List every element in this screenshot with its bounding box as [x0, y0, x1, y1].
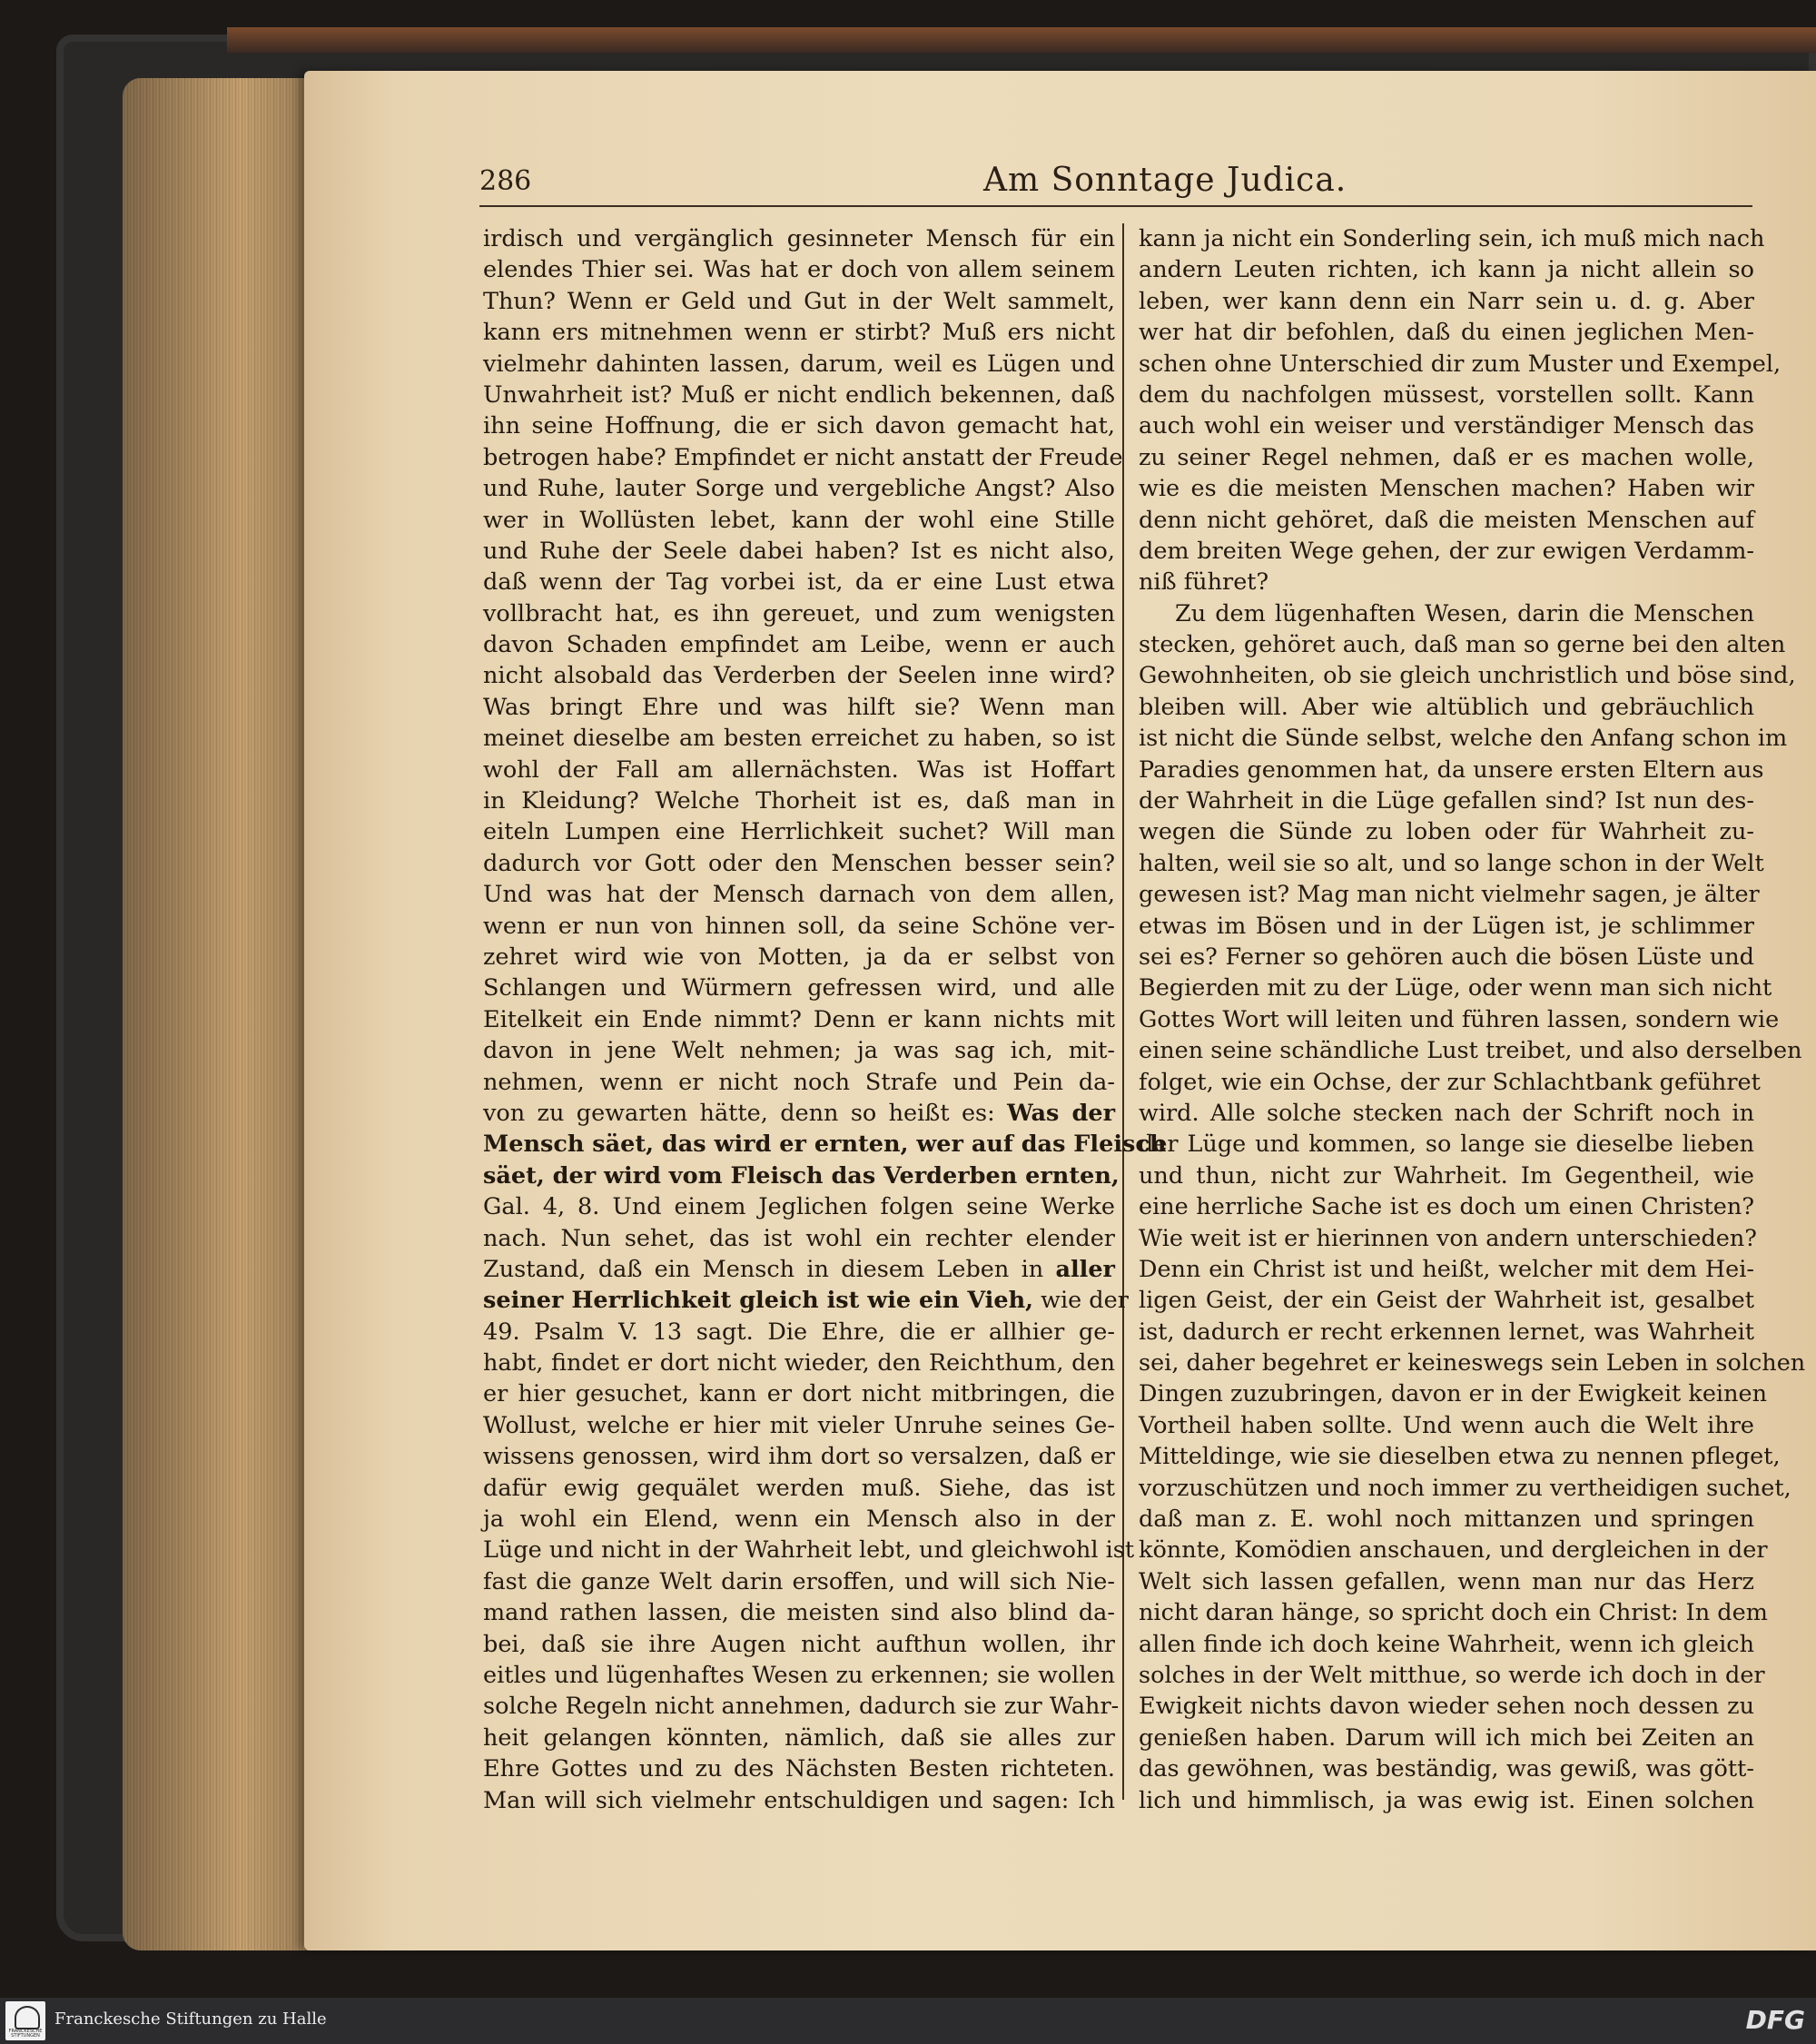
text-line: mand rathen lassen, die meisten sind also blind da- — [483, 1599, 1115, 1627]
text-line: Eitelkeit ein Ende nimmt? Denn er kann nichts mit — [483, 1005, 1115, 1033]
text-line: bleiben will. Aber wie altüblich und gebräuchlich — [1139, 693, 1754, 721]
text-line: davon in jene Welt nehmen; ja was sag ich, mit- — [483, 1037, 1115, 1065]
logo-emblem-icon — [15, 2006, 40, 2029]
text-line: das gewöhnen, was beständig, was gewiß, was gött- — [1139, 1755, 1754, 1783]
text-line: halten, weil sie so alt, und so lange schon in der Welt — [1139, 849, 1764, 877]
text-line: Vortheil haben sollte. Und wenn auch die Welt ihre — [1139, 1411, 1754, 1439]
text-line: von zu gewarten hätte, denn so heißt es: Was der — [483, 1099, 1116, 1127]
emphasized-quote: säet, der wird vom Fleisch das Verderben ernten, — [483, 1161, 1120, 1190]
text-line: in Kleidung? Welche Thorheit ist es, daß man in — [483, 787, 1115, 815]
page-header — [479, 162, 1751, 202]
text-line: Zu dem lügenhaften Wesen, darin die Menschen — [1175, 599, 1754, 627]
text-line: Und was hat der Mensch darnach von dem allen, — [483, 881, 1115, 909]
text-line: wer hat dir befohlen, daß du einen jeglichen Men- — [1139, 319, 1754, 347]
text-line: Paradies genommen hat, da unsere ersten Eltern aus — [1139, 755, 1764, 784]
institution-logo: FRANCKESCHE STIFTUNGEN — [5, 2001, 45, 2040]
text-line: dafür ewig gequälet werden muß. Siehe, das ist — [483, 1474, 1115, 1502]
text-line: Man will sich vielmehr entschuldigen und sagen: Ich — [483, 1786, 1115, 1814]
text-line: vorzuschützen und noch immer zu vertheidigen suchet, — [1139, 1474, 1791, 1502]
text-line: Gottes Wort will leiten und führen lassen, sondern wie — [1139, 1005, 1780, 1033]
text-line — [483, 1129, 1167, 1160]
text-line: Wie weit ist er hierinnen von andern unterschieden? — [1139, 1224, 1757, 1252]
text-line: habt, findet er dort nicht wieder, den Reichthum, den — [483, 1349, 1115, 1377]
text-line: ja wohl ein Elend, wenn ein Mensch also in der — [483, 1506, 1115, 1534]
text-line: Lüge und nicht in der Wahrheit lebt, und gleichwohl ist — [483, 1536, 1135, 1565]
text-line: folget, wie ein Ochse, der zur Schlachtbank geführet — [1139, 1068, 1761, 1096]
text-line: Schlangen und Würmern gefressen wird, und alle — [483, 974, 1115, 1002]
text-line: nicht alsobald das Verderben der Seelen inne wird? — [483, 662, 1115, 690]
text-line: der Wahrheit in die Lüge gefallen sind? Ist nun des- — [1139, 787, 1754, 815]
text-line: denn nicht gehöret, daß die meisten Menschen auf — [1139, 506, 1754, 534]
text-line: zu seiner Regel nehmen, daß er es machen wolle, — [1139, 443, 1754, 471]
text-line: wird. Alle solche stecken nach der Schrift noch in — [1139, 1099, 1754, 1127]
text-line: zehret wird wie von Motten, ja da er selbst von — [483, 943, 1115, 971]
text-column-right — [1139, 223, 1806, 1816]
text-line: er hier gesuchet, kann er dort nicht mitbringen, die — [483, 1380, 1115, 1408]
header-rule — [479, 205, 1752, 207]
viewer-footer — [0, 1998, 1816, 2044]
text-line: gewesen ist? Mag man nicht vielmehr sagen, je älter — [1139, 881, 1760, 909]
text-line: Thun? Wenn er Geld und Gut in der Welt sammelt, — [483, 287, 1115, 315]
text-line: Ehre Gottes und zu des Nächsten Besten richteten. — [483, 1755, 1115, 1783]
text-line: ligen Geist, der ein Geist der Wahrheit ist, gesalbet — [1139, 1287, 1754, 1315]
text-line: nicht daran hänge, so spricht doch ein Christ: In dem — [1139, 1599, 1768, 1627]
text-line: heit gelangen könnten, nämlich, daß sie alles zur — [483, 1723, 1115, 1752]
text-line: betrogen habe? Empfindet er nicht anstatt der Freude — [483, 443, 1123, 471]
text-line: fast die ganze Welt darin ersoffen, und will sich Nie- — [483, 1567, 1115, 1595]
text-line: Unwahrheit ist? Muß er nicht endlich bekennen, daß — [483, 380, 1115, 409]
text-line: elendes Thier sei. Was hat er doch von allem seinem — [483, 256, 1115, 284]
text-line: wie es die meisten Menschen machen? Haben wir — [1139, 475, 1754, 503]
text-line: meinet dieselbe am besten erreichet zu haben, so ist — [483, 725, 1115, 753]
emphasized-quote: aller — [1055, 1255, 1115, 1283]
text-line: Was bringt Ehre und was hilft sie? Wenn man — [483, 693, 1115, 721]
text-line: ist nicht die Sünde selbst, welche den Anfang schon im — [1139, 725, 1788, 753]
emphasized-quote: Mensch säet, das wird er ernten, wer auf das Fleisch — [483, 1131, 1167, 1159]
text-line: Begierden mit zu der Lüge, oder wenn man sich nicht — [1139, 974, 1772, 1002]
text-line: Welt sich lassen gefallen, wenn man nur das Herz — [1139, 1567, 1754, 1595]
text-line: Ewigkeit nichts davon wieder sehen noch dessen zu — [1139, 1693, 1754, 1721]
text-line: leben, wer kann denn ein Narr sein u. d. g. Aber — [1139, 287, 1754, 315]
text-line: Gal. 4, 8. Und einem Jeglichen folgen seine Werke — [483, 1193, 1115, 1221]
text-line: etwas im Bösen und in der Lügen ist, je schlimmer — [1139, 912, 1754, 940]
text-line: Zustand, daß ein Mensch in diesem Leben in aller — [483, 1255, 1115, 1283]
text-line: solches in der Welt mitthue, so werde ich doch in der — [1139, 1661, 1765, 1689]
text-line: stecken, gehöret auch, daß man so gerne bei den alten — [1139, 631, 1786, 659]
text-line: genießen haben. Darum will ich mich bei Zeiten an — [1139, 1723, 1754, 1752]
text-line: lich und himmlisch, ja was ewig ist. Einen solchen — [1139, 1786, 1754, 1814]
text-line: eitles und lügenhaftes Wesen zu erkennen; sie wollen — [483, 1661, 1115, 1689]
text-line: dem du nachfolgen müssest, vorstellen sollt. Kann — [1139, 380, 1754, 409]
text-line: schen ohne Unterschied dir zum Muster und Exempel, — [1139, 350, 1781, 378]
text-line: dem breiten Wege gehen, der zur ewigen Verdamm- — [1139, 537, 1754, 565]
page-number: 286 — [479, 165, 532, 197]
text-line: irdisch und vergänglich gesinneter Mensch für ein — [483, 225, 1115, 252]
text-line: Wollust, welche er hier mit vieler Unruhe seines Ge- — [483, 1411, 1115, 1439]
text-line: eiteln Lumpen eine Herrlichkeit suchet? Will man — [483, 818, 1115, 846]
text-line: wegen die Sünde zu loben oder für Wahrheit zu- — [1139, 818, 1754, 846]
text-line: Denn ein Christ ist und heißt, welcher mit dem Hei- — [1139, 1255, 1754, 1283]
text-line: 49. Psalm V. 13 sagt. Die Ehre, die er allhier ge- — [483, 1318, 1115, 1346]
dfg-logo: DFG — [1745, 2005, 1805, 2035]
text-column-left — [483, 223, 1167, 1816]
text-line: daß man z. E. wohl noch mittanzen und springen — [1139, 1506, 1754, 1534]
text-line: seiner Herrlichkeit gleich ist wie ein Vieh, wie der — [483, 1287, 1129, 1315]
text-line: vollbracht hat, es ihn gereuet, und zum wenigsten — [483, 599, 1115, 627]
text-line: davon Schaden empfindet am Leibe, wenn er auch — [483, 631, 1115, 659]
text-line: wissens genossen, wird ihm dort so versalzen, daß er — [483, 1443, 1115, 1471]
text-line: wenn er nun von hinnen soll, da seine Schöne ver- — [483, 912, 1115, 940]
text-line: nehmen, wenn er nicht noch Strafe und Pein da- — [483, 1068, 1115, 1096]
text-line: daß wenn der Tag vorbei ist, da er eine Lust etwa — [483, 568, 1115, 597]
institution-name: Franckesche Stiftungen zu Halle — [54, 2009, 327, 2029]
text-line: kann ja nicht ein Sonderling sein, ich muß mich nach — [1139, 225, 1765, 252]
text-line: Dingen zuzubringen, davon er in der Ewigkeit keinen — [1139, 1380, 1768, 1408]
text-line — [483, 1160, 1120, 1191]
text-line: ihn seine Hoffnung, die er sich davon gemacht hat, — [483, 412, 1115, 440]
text-line: ist, dadurch er recht erkennen lernet, was Wahrheit — [1139, 1318, 1754, 1346]
text-line: bei, daß sie ihre Augen nicht aufthun wollen, ihr — [483, 1630, 1115, 1658]
text-line: dadurch vor Gott oder den Menschen besser sein? — [483, 849, 1115, 877]
text-line: vielmehr dahinten lassen, darum, weil es Lügen und — [483, 350, 1115, 378]
text-line: und thun, nicht zur Wahrheit. Im Gegentheil, wie — [1139, 1161, 1754, 1190]
text-line: wer in Wollüsten lebet, kann der wohl eine Stille — [483, 506, 1115, 534]
text-line: und Ruhe der Seele dabei haben? Ist es nicht also, — [483, 537, 1115, 565]
text-line: andern Leuten richten, ich kann ja nicht allein so — [1139, 256, 1754, 284]
text-line: auch wohl ein weiser und verständiger Mensch das — [1139, 412, 1754, 440]
cover-edge — [227, 27, 1816, 53]
text-line: und Ruhe, lauter Sorge und vergebliche Angst? Also — [483, 475, 1115, 503]
text-line: der Lüge und kommen, so lange sie dieselbe lieben — [1139, 1131, 1754, 1159]
text-line: Mitteldinge, wie sie dieselben etwa zu nennen pfleget, — [1139, 1443, 1781, 1471]
text-line: könnte, Komödien anschauen, und dergleichen in der — [1139, 1536, 1768, 1565]
text-line: sei es? Ferner so gehören auch die bösen Lüste und — [1139, 943, 1754, 971]
text-line: sei, daher begehret er keineswegs sein Leben in solchen — [1139, 1349, 1806, 1377]
text-line: einen seine schändliche Lust treibet, und also derselben — [1139, 1037, 1802, 1065]
text-line: allen finde ich doch keine Wahrheit, wenn ich gleich — [1139, 1630, 1754, 1658]
text-line: solche Regeln nicht annehmen, dadurch sie zur Wahr- — [483, 1693, 1120, 1721]
running-title: Am Sonntage Judica. — [983, 162, 1347, 199]
text-line: Gewohnheiten, ob sie gleich unchristlich und böse sind, — [1139, 662, 1796, 690]
text-line: wohl der Fall am allernächsten. Was ist Hoffart — [483, 755, 1115, 784]
emphasized-quote: seiner Herrlichkeit gleich ist wie ein Vieh, — [483, 1287, 1034, 1315]
text-line: eine herrliche Sache ist es doch um einen Christen? — [1139, 1193, 1754, 1221]
text-line: kann ers mitnehmen wenn er stirbt? Muß ers nicht — [483, 319, 1115, 347]
emphasized-quote: Was der — [1007, 1099, 1116, 1127]
text-line: niß führet? — [1139, 568, 1269, 597]
text-line: nach. Nun sehet, das ist wohl ein rechter elender — [483, 1224, 1115, 1252]
